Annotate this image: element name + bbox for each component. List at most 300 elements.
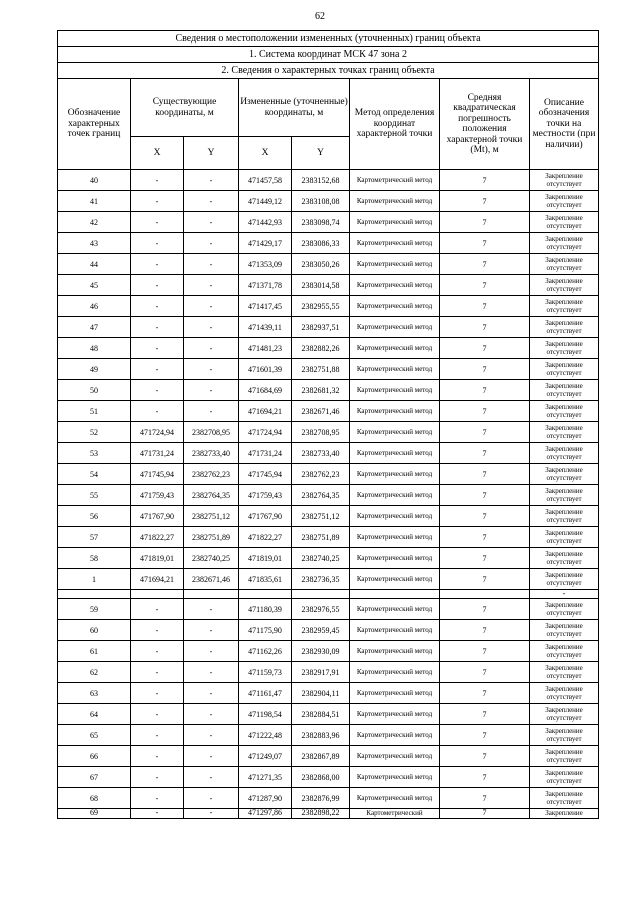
method-cell: Картометрический метод xyxy=(350,254,440,275)
method-cell: Картометрический метод xyxy=(350,443,440,464)
method-cell: Картометрический метод xyxy=(350,548,440,569)
accuracy-cell: 7 xyxy=(440,725,530,746)
table-row xyxy=(58,254,599,275)
table-row xyxy=(58,317,599,338)
changed-y-cell: 2382882,26 xyxy=(292,338,350,359)
changed-y-cell: 2382751,12 xyxy=(292,506,350,527)
accuracy-cell: 7 xyxy=(440,422,530,443)
method-cell: Картометрический метод xyxy=(350,233,440,254)
header-description: Описание обозначения точки на местности (при наличии) xyxy=(530,79,599,170)
method-cell: Картометрический метод xyxy=(350,296,440,317)
description-cell: Закрепление отсутствует xyxy=(530,683,599,704)
existing-x-cell: - xyxy=(131,725,184,746)
existing-y-cell: 2382671,46 xyxy=(184,569,239,590)
changed-x-cell: 471222,48 xyxy=(239,725,292,746)
header-changed-coords: Измененные (уточненные) координаты, м xyxy=(239,79,350,137)
point-cell: 52 xyxy=(58,422,131,443)
description-cell: Закрепление xyxy=(530,809,599,819)
table-row xyxy=(58,170,599,191)
description-cell: Закрепление отсутствует xyxy=(530,464,599,485)
table-row xyxy=(58,809,599,819)
accuracy-cell: 7 xyxy=(440,233,530,254)
point-cell: 57 xyxy=(58,527,131,548)
description-cell: Закрепление отсутствует xyxy=(530,317,599,338)
changed-x-cell: 471175,90 xyxy=(239,620,292,641)
accuracy-cell: 7 xyxy=(440,767,530,788)
changed-x-cell: 471439,11 xyxy=(239,317,292,338)
existing-x-cell: - xyxy=(131,338,184,359)
changed-x-cell: 471159,73 xyxy=(239,662,292,683)
changed-x-cell: 471417,45 xyxy=(239,296,292,317)
method-cell: Картометрический метод xyxy=(350,527,440,548)
point-cell: 58 xyxy=(58,548,131,569)
existing-x-cell: - xyxy=(131,401,184,422)
table-row xyxy=(58,296,599,317)
separator-cell xyxy=(350,590,440,599)
method-cell: Картометрический метод xyxy=(350,401,440,422)
header-changed-y: Y xyxy=(292,137,350,170)
separator-cell xyxy=(239,590,292,599)
accuracy-cell: 7 xyxy=(440,296,530,317)
accuracy-cell: 7 xyxy=(440,359,530,380)
method-cell: Картометрический xyxy=(350,809,440,819)
changed-x-cell: 471180,39 xyxy=(239,599,292,620)
existing-x-cell: - xyxy=(131,191,184,212)
accuracy-cell: 7 xyxy=(440,527,530,548)
header-existing-y: Y xyxy=(184,137,239,170)
description-cell: Закрепление отсутствует xyxy=(530,359,599,380)
table-row xyxy=(58,212,599,233)
separator-cell xyxy=(292,590,350,599)
existing-y-cell: - xyxy=(184,338,239,359)
table-row xyxy=(58,662,599,683)
existing-x-cell: 471694,21 xyxy=(131,569,184,590)
existing-x-cell: - xyxy=(131,620,184,641)
accuracy-cell: 7 xyxy=(440,809,530,819)
changed-x-cell: 471822,27 xyxy=(239,527,292,548)
existing-x-cell: - xyxy=(131,212,184,233)
existing-x-cell: - xyxy=(131,599,184,620)
changed-y-cell: 2383014,58 xyxy=(292,275,350,296)
point-cell: 49 xyxy=(58,359,131,380)
existing-y-cell: - xyxy=(184,704,239,725)
accuracy-cell: 7 xyxy=(440,788,530,809)
description-cell: Закрепление отсутствует xyxy=(530,788,599,809)
changed-y-cell: 2382930,09 xyxy=(292,641,350,662)
existing-y-cell: - xyxy=(184,725,239,746)
point-cell: 41 xyxy=(58,191,131,212)
description-cell: Закрепление отсутствует xyxy=(530,191,599,212)
changed-x-cell: 471297,86 xyxy=(239,809,292,819)
method-cell: Картометрический метод xyxy=(350,767,440,788)
point-cell: 42 xyxy=(58,212,131,233)
existing-y-cell: - xyxy=(184,641,239,662)
separator-cell xyxy=(184,590,239,599)
table-row xyxy=(58,485,599,506)
accuracy-cell: 7 xyxy=(440,443,530,464)
accuracy-cell: 7 xyxy=(440,683,530,704)
header-method: Метод определения координат характерной точки xyxy=(350,79,440,170)
description-cell: Закрепление отсутствует xyxy=(530,599,599,620)
changed-x-cell: 471767,90 xyxy=(239,506,292,527)
accuracy-cell: 7 xyxy=(440,746,530,767)
existing-y-cell: 2382764,35 xyxy=(184,485,239,506)
existing-y-cell: - xyxy=(184,746,239,767)
changed-x-cell: 471601,39 xyxy=(239,359,292,380)
changed-y-cell: 2382884,51 xyxy=(292,704,350,725)
method-cell: Картометрический метод xyxy=(350,212,440,233)
existing-x-cell: - xyxy=(131,788,184,809)
method-cell: Картометрический метод xyxy=(350,725,440,746)
existing-y-cell: - xyxy=(184,599,239,620)
description-cell: Закрепление отсутствует xyxy=(530,443,599,464)
description-cell: Закрепление отсутствует xyxy=(530,506,599,527)
description-cell: Закрепление отсутствует xyxy=(530,767,599,788)
point-cell: 40 xyxy=(58,170,131,191)
changed-y-cell: 2382937,51 xyxy=(292,317,350,338)
changed-y-cell: 2382867,89 xyxy=(292,746,350,767)
changed-x-cell: 471161,47 xyxy=(239,683,292,704)
changed-x-cell: 471759,43 xyxy=(239,485,292,506)
method-cell: Картометрический метод xyxy=(350,380,440,401)
table-title: Сведения о местоположении измененных (уточненных) границ объекта xyxy=(58,31,599,47)
method-cell: Картометрический метод xyxy=(350,338,440,359)
description-cell: Закрепление отсутствует xyxy=(530,485,599,506)
accuracy-cell: 7 xyxy=(440,170,530,191)
changed-y-cell: 2382733,40 xyxy=(292,443,350,464)
accuracy-cell: 7 xyxy=(440,401,530,422)
description-cell: Закрепление отсутствует xyxy=(530,380,599,401)
changed-y-cell: 2383152,68 xyxy=(292,170,350,191)
existing-x-cell: 471731,24 xyxy=(131,443,184,464)
description-cell: Закрепление отсутствует xyxy=(530,338,599,359)
changed-y-cell: 2382976,55 xyxy=(292,599,350,620)
accuracy-cell: 7 xyxy=(440,212,530,233)
accuracy-cell: 7 xyxy=(440,662,530,683)
separator-row xyxy=(58,590,599,599)
existing-y-cell: 2382733,40 xyxy=(184,443,239,464)
changed-y-cell: 2382751,89 xyxy=(292,527,350,548)
accuracy-cell: 7 xyxy=(440,380,530,401)
method-cell: Картометрический метод xyxy=(350,422,440,443)
changed-y-cell: 2383108,08 xyxy=(292,191,350,212)
changed-x-cell: 471731,24 xyxy=(239,443,292,464)
description-cell: Закрепление отсутствует xyxy=(530,725,599,746)
table-row xyxy=(58,464,599,485)
changed-y-cell: 2382740,25 xyxy=(292,548,350,569)
table-row xyxy=(58,380,599,401)
changed-x-cell: 471371,78 xyxy=(239,275,292,296)
existing-x-cell: 471759,43 xyxy=(131,485,184,506)
method-cell: Картометрический метод xyxy=(350,275,440,296)
header-accuracy: Средняя квадратическая погрешность положения характерной точки (Mt), м xyxy=(440,79,530,170)
accuracy-cell: 7 xyxy=(440,506,530,527)
existing-x-cell: - xyxy=(131,767,184,788)
method-cell: Картометрический метод xyxy=(350,704,440,725)
changed-x-cell: 471162,26 xyxy=(239,641,292,662)
existing-y-cell: - xyxy=(184,620,239,641)
point-cell: 51 xyxy=(58,401,131,422)
table-row xyxy=(58,443,599,464)
existing-y-cell: 2382740,25 xyxy=(184,548,239,569)
existing-y-cell: - xyxy=(184,254,239,275)
table-row xyxy=(58,275,599,296)
table-row xyxy=(58,527,599,548)
accuracy-cell: 7 xyxy=(440,275,530,296)
accuracy-cell: 7 xyxy=(440,317,530,338)
existing-x-cell: - xyxy=(131,641,184,662)
existing-y-cell: - xyxy=(184,662,239,683)
changed-x-cell: 471457,58 xyxy=(239,170,292,191)
existing-x-cell: - xyxy=(131,170,184,191)
changed-y-cell: 2382671,46 xyxy=(292,401,350,422)
table-row xyxy=(58,704,599,725)
table-row xyxy=(58,641,599,662)
existing-y-cell: - xyxy=(184,317,239,338)
method-cell: Картометрический метод xyxy=(350,641,440,662)
coordinate-system-title: 1. Система координат МСК 47 зона 2 xyxy=(58,47,599,63)
point-cell: 43 xyxy=(58,233,131,254)
changed-x-cell: 471429,17 xyxy=(239,233,292,254)
existing-y-cell: - xyxy=(184,767,239,788)
table-row xyxy=(58,359,599,380)
existing-x-cell: - xyxy=(131,746,184,767)
point-cell: 67 xyxy=(58,767,131,788)
accuracy-cell: 7 xyxy=(440,464,530,485)
changed-y-cell: 2382883,96 xyxy=(292,725,350,746)
accuracy-cell: 7 xyxy=(440,191,530,212)
accuracy-cell: 7 xyxy=(440,485,530,506)
method-cell: Картометрический метод xyxy=(350,359,440,380)
table-body xyxy=(58,170,599,819)
changed-x-cell: 471745,94 xyxy=(239,464,292,485)
accuracy-cell: 7 xyxy=(440,704,530,725)
separator-mark: - xyxy=(530,590,599,599)
changed-x-cell: 471449,12 xyxy=(239,191,292,212)
accuracy-cell: 7 xyxy=(440,548,530,569)
point-cell: 46 xyxy=(58,296,131,317)
changed-y-cell: 2382681,32 xyxy=(292,380,350,401)
existing-y-cell: - xyxy=(184,788,239,809)
header-point: Обозначение характерных точек границ xyxy=(58,79,131,170)
table-row xyxy=(58,683,599,704)
point-cell: 62 xyxy=(58,662,131,683)
existing-y-cell: - xyxy=(184,380,239,401)
table-row xyxy=(58,746,599,767)
point-cell: 60 xyxy=(58,620,131,641)
changed-y-cell: 2382868,00 xyxy=(292,767,350,788)
existing-x-cell: - xyxy=(131,662,184,683)
description-cell: Закрепление отсутствует xyxy=(530,422,599,443)
changed-y-cell: 2382708,95 xyxy=(292,422,350,443)
table-row xyxy=(58,725,599,746)
existing-x-cell: 471767,90 xyxy=(131,506,184,527)
existing-x-cell: 471724,94 xyxy=(131,422,184,443)
existing-y-cell: 2382751,89 xyxy=(184,527,239,548)
table-row xyxy=(58,233,599,254)
method-cell: Картометрический метод xyxy=(350,662,440,683)
existing-y-cell: 2382751,12 xyxy=(184,506,239,527)
accuracy-cell: 7 xyxy=(440,338,530,359)
point-cell: 47 xyxy=(58,317,131,338)
existing-x-cell: - xyxy=(131,275,184,296)
description-cell: Закрепление отсутствует xyxy=(530,704,599,725)
point-cell: 54 xyxy=(58,464,131,485)
points-section-title: 2. Сведения о характерных точках границ объекта xyxy=(58,63,599,79)
point-cell: 69 xyxy=(58,809,131,819)
point-cell: 56 xyxy=(58,506,131,527)
description-cell: Закрепление отсутствует xyxy=(530,212,599,233)
page-number: 62 xyxy=(315,11,325,22)
description-cell: Закрепление отсутствует xyxy=(530,275,599,296)
table-row xyxy=(58,620,599,641)
header-existing-x: X xyxy=(131,137,184,170)
accuracy-cell: 7 xyxy=(440,620,530,641)
table-row xyxy=(58,422,599,443)
description-cell: Закрепление отсутствует xyxy=(530,233,599,254)
description-cell: Закрепление отсутствует xyxy=(530,641,599,662)
changed-y-cell: 2382959,45 xyxy=(292,620,350,641)
existing-x-cell: 471819,01 xyxy=(131,548,184,569)
changed-y-cell: 2383086,33 xyxy=(292,233,350,254)
point-cell: 48 xyxy=(58,338,131,359)
changed-y-cell: 2382955,55 xyxy=(292,296,350,317)
changed-x-cell: 471287,90 xyxy=(239,788,292,809)
existing-y-cell: - xyxy=(184,170,239,191)
existing-x-cell: - xyxy=(131,380,184,401)
point-cell: 50 xyxy=(58,380,131,401)
changed-x-cell: 471694,21 xyxy=(239,401,292,422)
existing-y-cell: - xyxy=(184,233,239,254)
changed-x-cell: 471481,23 xyxy=(239,338,292,359)
existing-y-cell: - xyxy=(184,191,239,212)
method-cell: Картометрический метод xyxy=(350,599,440,620)
method-cell: Картометрический метод xyxy=(350,191,440,212)
description-cell: Закрепление отсутствует xyxy=(530,527,599,548)
existing-y-cell: - xyxy=(184,296,239,317)
existing-x-cell: - xyxy=(131,254,184,275)
separator-cell xyxy=(58,590,131,599)
table-row xyxy=(58,338,599,359)
table-row xyxy=(58,506,599,527)
changed-x-cell: 471249,07 xyxy=(239,746,292,767)
method-cell: Картометрический метод xyxy=(350,788,440,809)
point-cell: 55 xyxy=(58,485,131,506)
point-cell: 59 xyxy=(58,599,131,620)
existing-x-cell: 471745,94 xyxy=(131,464,184,485)
method-cell: Картометрический метод xyxy=(350,569,440,590)
table-row xyxy=(58,788,599,809)
method-cell: Картометрический метод xyxy=(350,506,440,527)
description-cell: Закрепление отсутствует xyxy=(530,254,599,275)
existing-x-cell: - xyxy=(131,296,184,317)
separator-cell xyxy=(440,590,530,599)
existing-y-cell: - xyxy=(184,212,239,233)
point-cell: 64 xyxy=(58,704,131,725)
changed-y-cell: 2382898,22 xyxy=(292,809,350,819)
header-existing-coords: Существующие координаты, м xyxy=(131,79,239,137)
method-cell: Картометрический метод xyxy=(350,746,440,767)
accuracy-cell: 7 xyxy=(440,254,530,275)
point-cell: 44 xyxy=(58,254,131,275)
changed-y-cell: 2382917,91 xyxy=(292,662,350,683)
existing-x-cell: - xyxy=(131,359,184,380)
changed-y-cell: 2382751,88 xyxy=(292,359,350,380)
changed-x-cell: 471724,94 xyxy=(239,422,292,443)
changed-y-cell: 2382762,23 xyxy=(292,464,350,485)
point-cell: 65 xyxy=(58,725,131,746)
changed-x-cell: 471684,69 xyxy=(239,380,292,401)
existing-y-cell: - xyxy=(184,401,239,422)
table-row xyxy=(58,767,599,788)
method-cell: Картометрический метод xyxy=(350,317,440,338)
method-cell: Картометрический метод xyxy=(350,485,440,506)
accuracy-cell: 7 xyxy=(440,569,530,590)
description-cell: Закрепление отсутствует xyxy=(530,296,599,317)
changed-y-cell: 2382764,35 xyxy=(292,485,350,506)
existing-y-cell: - xyxy=(184,683,239,704)
existing-x-cell: - xyxy=(131,233,184,254)
accuracy-cell: 7 xyxy=(440,641,530,662)
existing-y-cell: 2382708,95 xyxy=(184,422,239,443)
description-cell: Закрепление отсутствует xyxy=(530,746,599,767)
method-cell: Картометрический метод xyxy=(350,620,440,641)
changed-x-cell: 471271,35 xyxy=(239,767,292,788)
description-cell: Закрепление отсутствует xyxy=(530,170,599,191)
existing-x-cell: - xyxy=(131,683,184,704)
table-row xyxy=(58,599,599,620)
changed-y-cell: 2383098,74 xyxy=(292,212,350,233)
table-row xyxy=(58,401,599,422)
description-cell: Закрепление отсутствует xyxy=(530,569,599,590)
point-cell: 63 xyxy=(58,683,131,704)
method-cell: Картометрический метод xyxy=(350,683,440,704)
table-row xyxy=(58,548,599,569)
existing-y-cell: - xyxy=(184,359,239,380)
changed-x-cell: 471353,09 xyxy=(239,254,292,275)
table-row xyxy=(58,191,599,212)
existing-y-cell: - xyxy=(184,275,239,296)
description-cell: Закрепление отсутствует xyxy=(530,620,599,641)
description-cell: Закрепление отсутствует xyxy=(530,401,599,422)
existing-y-cell: 2382762,23 xyxy=(184,464,239,485)
changed-y-cell: 2382876,99 xyxy=(292,788,350,809)
method-cell: Картометрический метод xyxy=(350,464,440,485)
separator-cell xyxy=(131,590,184,599)
changed-x-cell: 471442,93 xyxy=(239,212,292,233)
accuracy-cell: 7 xyxy=(440,599,530,620)
point-cell: 68 xyxy=(58,788,131,809)
changed-x-cell: 471198,54 xyxy=(239,704,292,725)
point-cell: 53 xyxy=(58,443,131,464)
changed-y-cell: 2382736,35 xyxy=(292,569,350,590)
existing-x-cell: - xyxy=(131,317,184,338)
changed-x-cell: 471819,01 xyxy=(239,548,292,569)
existing-x-cell: - xyxy=(131,704,184,725)
changed-y-cell: 2383050,26 xyxy=(292,254,350,275)
boundary-points-table xyxy=(57,30,599,819)
point-cell: 45 xyxy=(58,275,131,296)
existing-y-cell: - xyxy=(184,809,239,819)
point-cell: 66 xyxy=(58,746,131,767)
header-changed-x: X xyxy=(239,137,292,170)
description-cell: Закрепление отсутствует xyxy=(530,662,599,683)
method-cell: Картометрический метод xyxy=(350,170,440,191)
description-cell: Закрепление отсутствует xyxy=(530,548,599,569)
table-row xyxy=(58,569,599,590)
changed-y-cell: 2382904,11 xyxy=(292,683,350,704)
changed-x-cell: 471835,61 xyxy=(239,569,292,590)
